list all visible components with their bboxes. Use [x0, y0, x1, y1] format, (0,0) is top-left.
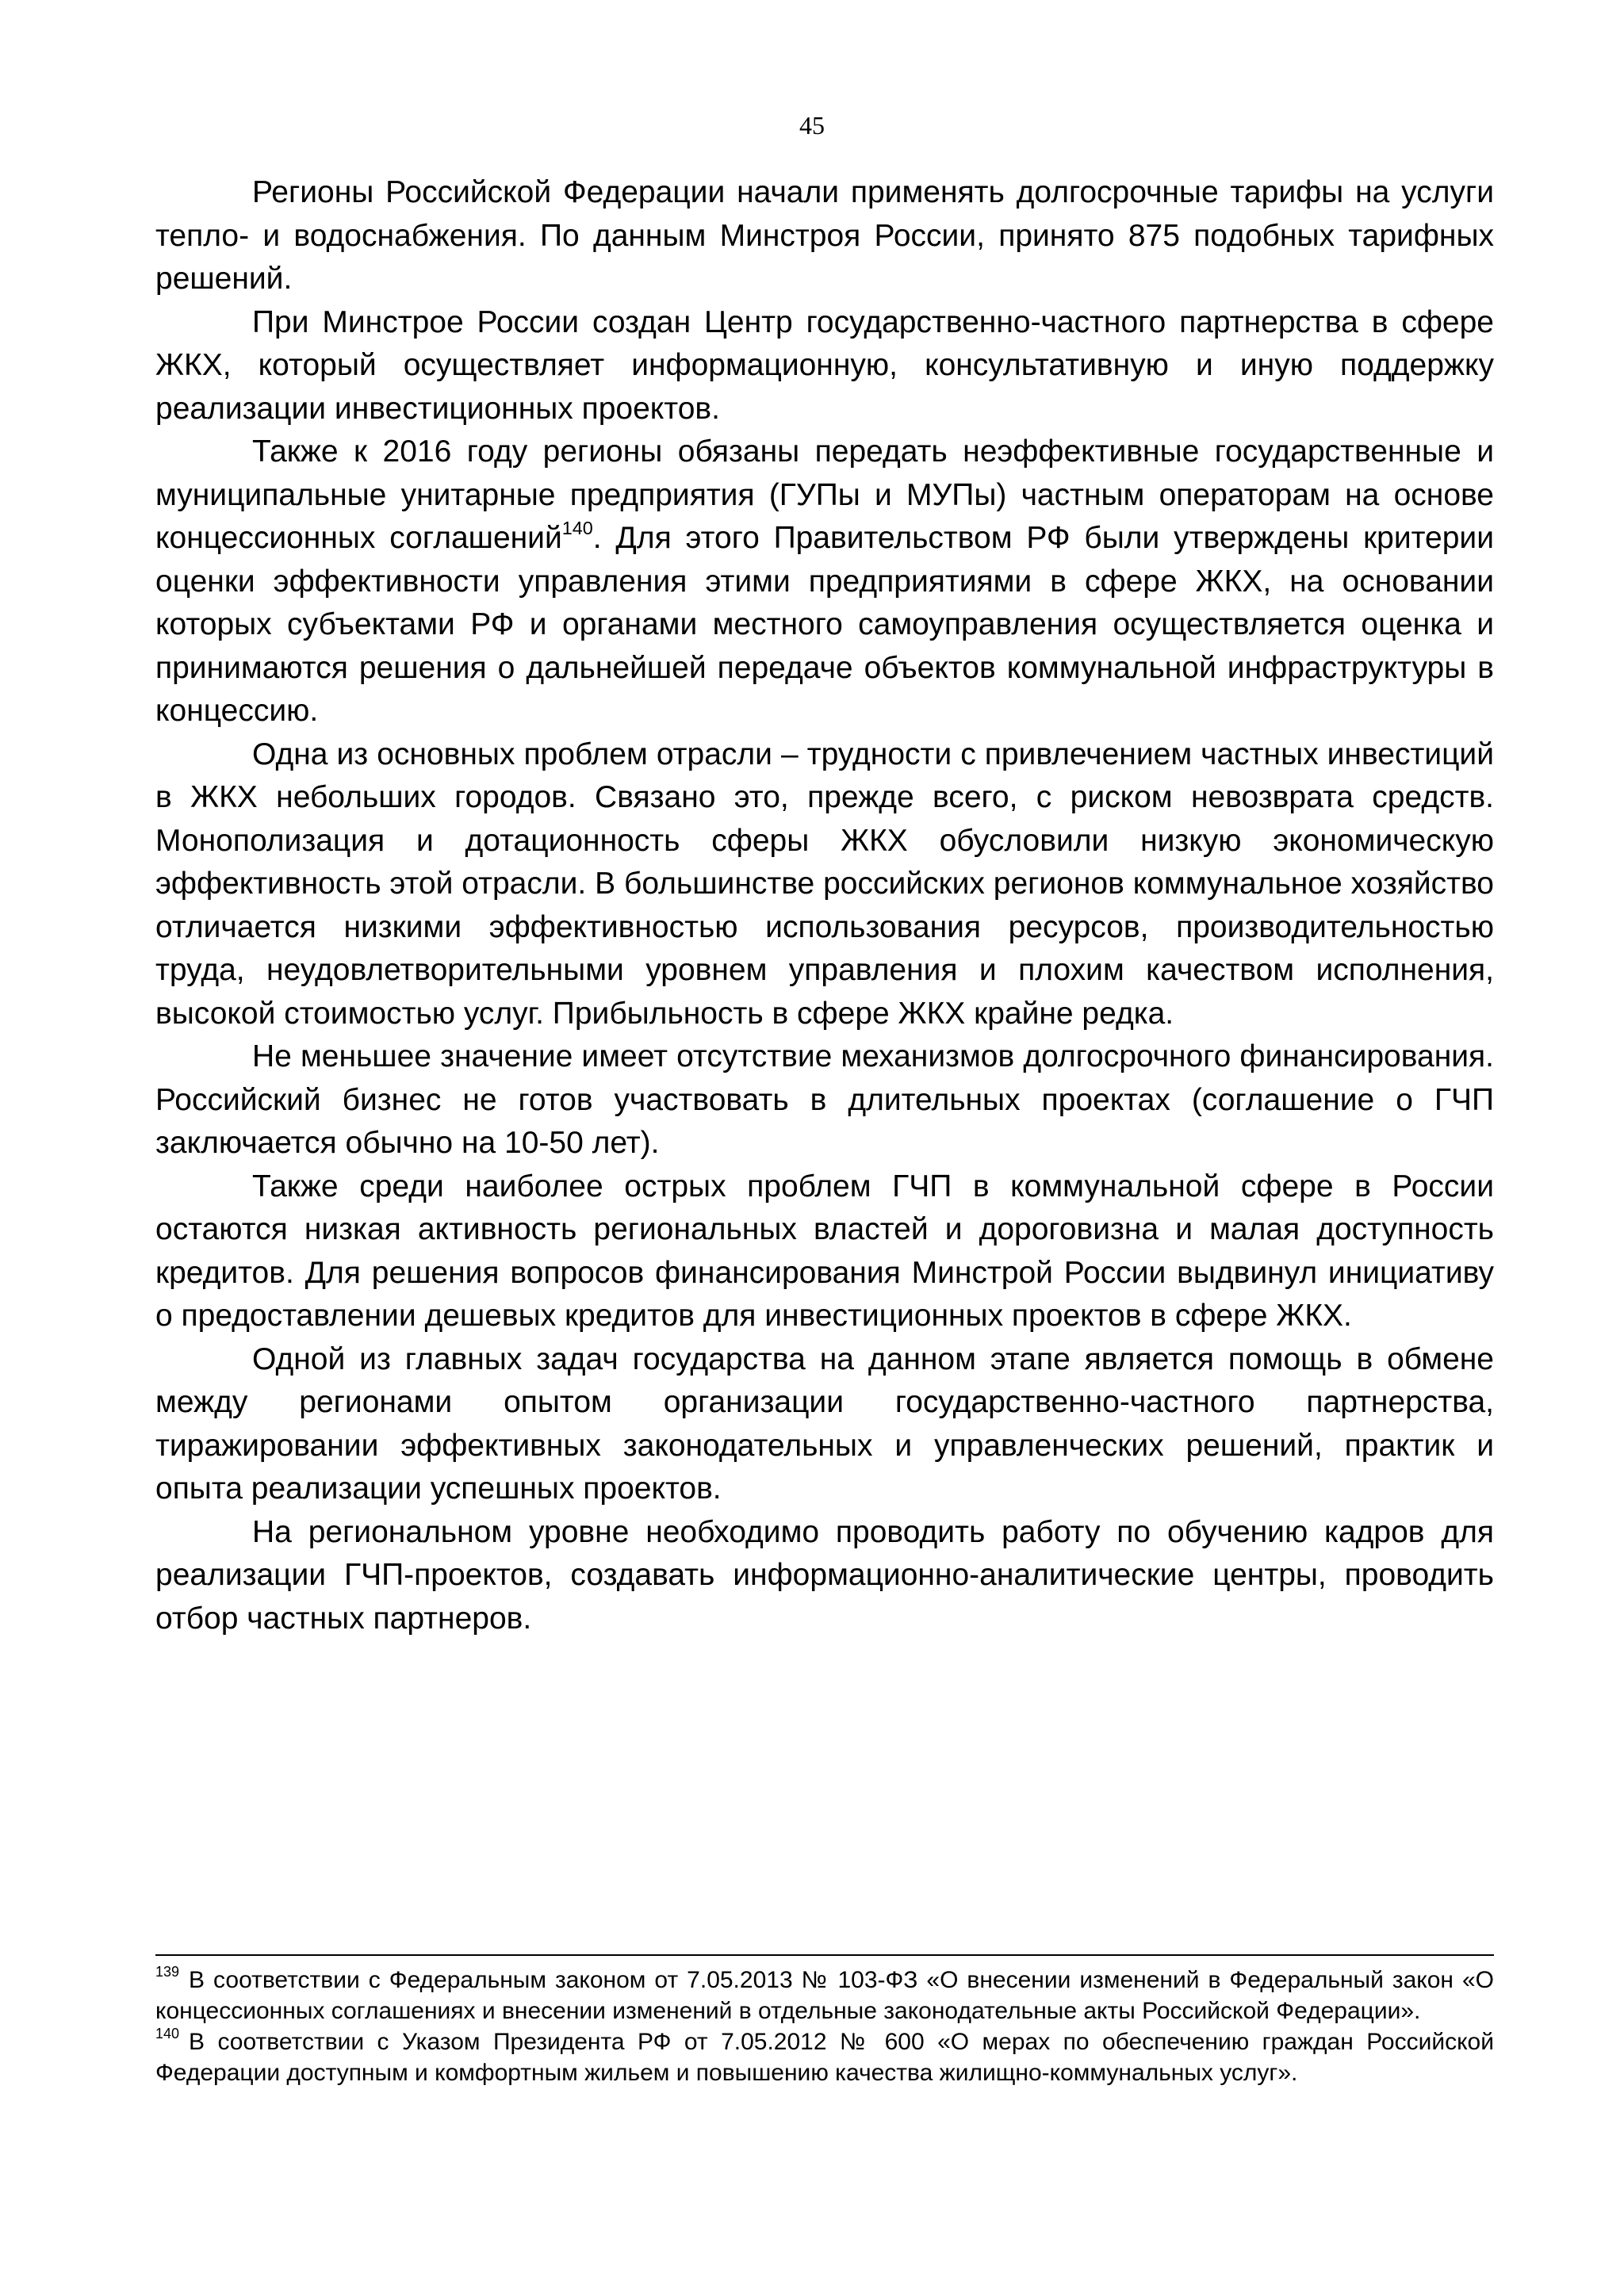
footnote-divider [155, 1954, 1494, 1956]
footnote-reference[interactable]: 140 [561, 517, 593, 538]
paragraph: Также среди наиболее острых проблем ГЧП в коммунальной сфере в России остаются низкая активность региональных властей и дороговизна и малая доступность кредитов. Для решения вопросов финансирования Минстрой России выдвинул инициативу о предоставлении дешевых кредитов для инвестиционных проектов в сфере ЖКХ. [155, 1169, 1494, 1333]
footnote-number: 139 [155, 1964, 180, 1980]
paragraph-text: . Для этого Правительством РФ были утверждены критерии оценки эффективности управления этими предприятиями в сфере ЖКХ, на основании которых субъектами РФ и органами местного самоуправления осуществляется оценка и принимаются решения о дальнейшей передаче объектов коммунальной инфраструктуры в концессию. [155, 521, 1494, 728]
footnote-text: В соответствии с Указом Президента РФ от 7.05.2012 № 600 «О мерах по обеспечению граждан Российской Федерации доступным и комфортным жильем и повышению качества жилищно-коммунальных услуг». [155, 2029, 1494, 2086]
footnote-number: 140 [155, 2026, 180, 2042]
footnote [155, 2026, 1494, 2088]
paragraph-text: Также к 2016 году регионы обязаны передать неэффективные государственные и муниципальные унитарные предприятия (ГУПы и МУПы) частным операторам на основе концессионных соглашений [155, 434, 1494, 555]
paragraph: Не меньшее значение имеет отсутствие механизмов долгосрочного финансирования. Российский бизнес не готов участвовать в длительных проектах (соглашение о ГЧП заключается обычно на 10-50 лет). [155, 1039, 1494, 1160]
page-number: 45 [799, 111, 825, 140]
paragraph: На региональном уровне необходимо проводить работу по обучению кадров для реализации ГЧП-проектов, создавать информационно-аналитические центры, проводить отбор частных партнеров. [155, 1514, 1494, 1636]
footnotes [155, 1965, 1494, 2088]
footnote [155, 1965, 1494, 2026]
paragraph [155, 301, 1494, 431]
footnote-text: В соответствии с Федеральным законом от 7.05.2013 № 103-ФЗ «О внесении изменений в Федеральный закон «О концессионных соглашениях и внесении изменений в отдельные законодательные акты Российской Федерации». [155, 1967, 1494, 2024]
paragraph-text: При Минстрое России создан Центр государственно-частного партнерства в сфере ЖКХ, который осуществляет информационную, консультативную и иную поддержку реализации инвестиционных проектов. [155, 304, 1494, 426]
paragraph: Одной из главных задач государства на данном этапе является помощь в обмене между регионами опытом организации государственно-частного партнерства, тиражировании эффективных законодательных и управленческих решений, практик и опыта реализации успешных проектов. [155, 1341, 1494, 1506]
paragraph: Регионы Российской Федерации начали применять долгосрочные тарифы на услуги тепло- и водоснабжения. По данным Минстроя России, принято 875 подобных тарифных решений. [155, 175, 1494, 296]
paragraph-with-footnote [155, 430, 1494, 733]
paragraph: Одна из основных проблем отрасли – трудности с привлечением частных инвестиций в ЖКХ небольших городов. Связано это, прежде всего, с риском невозврата средств. Монополизация и дотационность сферы ЖКХ обусловили низкую экономическую эффективность этой отрасли. В большинстве российских регионов коммунальное хозяйство отличается низкими эффективностью использования ресурсов, производительностью труда, неудовлетворительными уровнем управления и плохим качеством исполнения, высокой стоимостью услуг. Прибыльность в сфере ЖКХ крайне редка. [155, 737, 1494, 1031]
body-text [155, 171, 1494, 1640]
